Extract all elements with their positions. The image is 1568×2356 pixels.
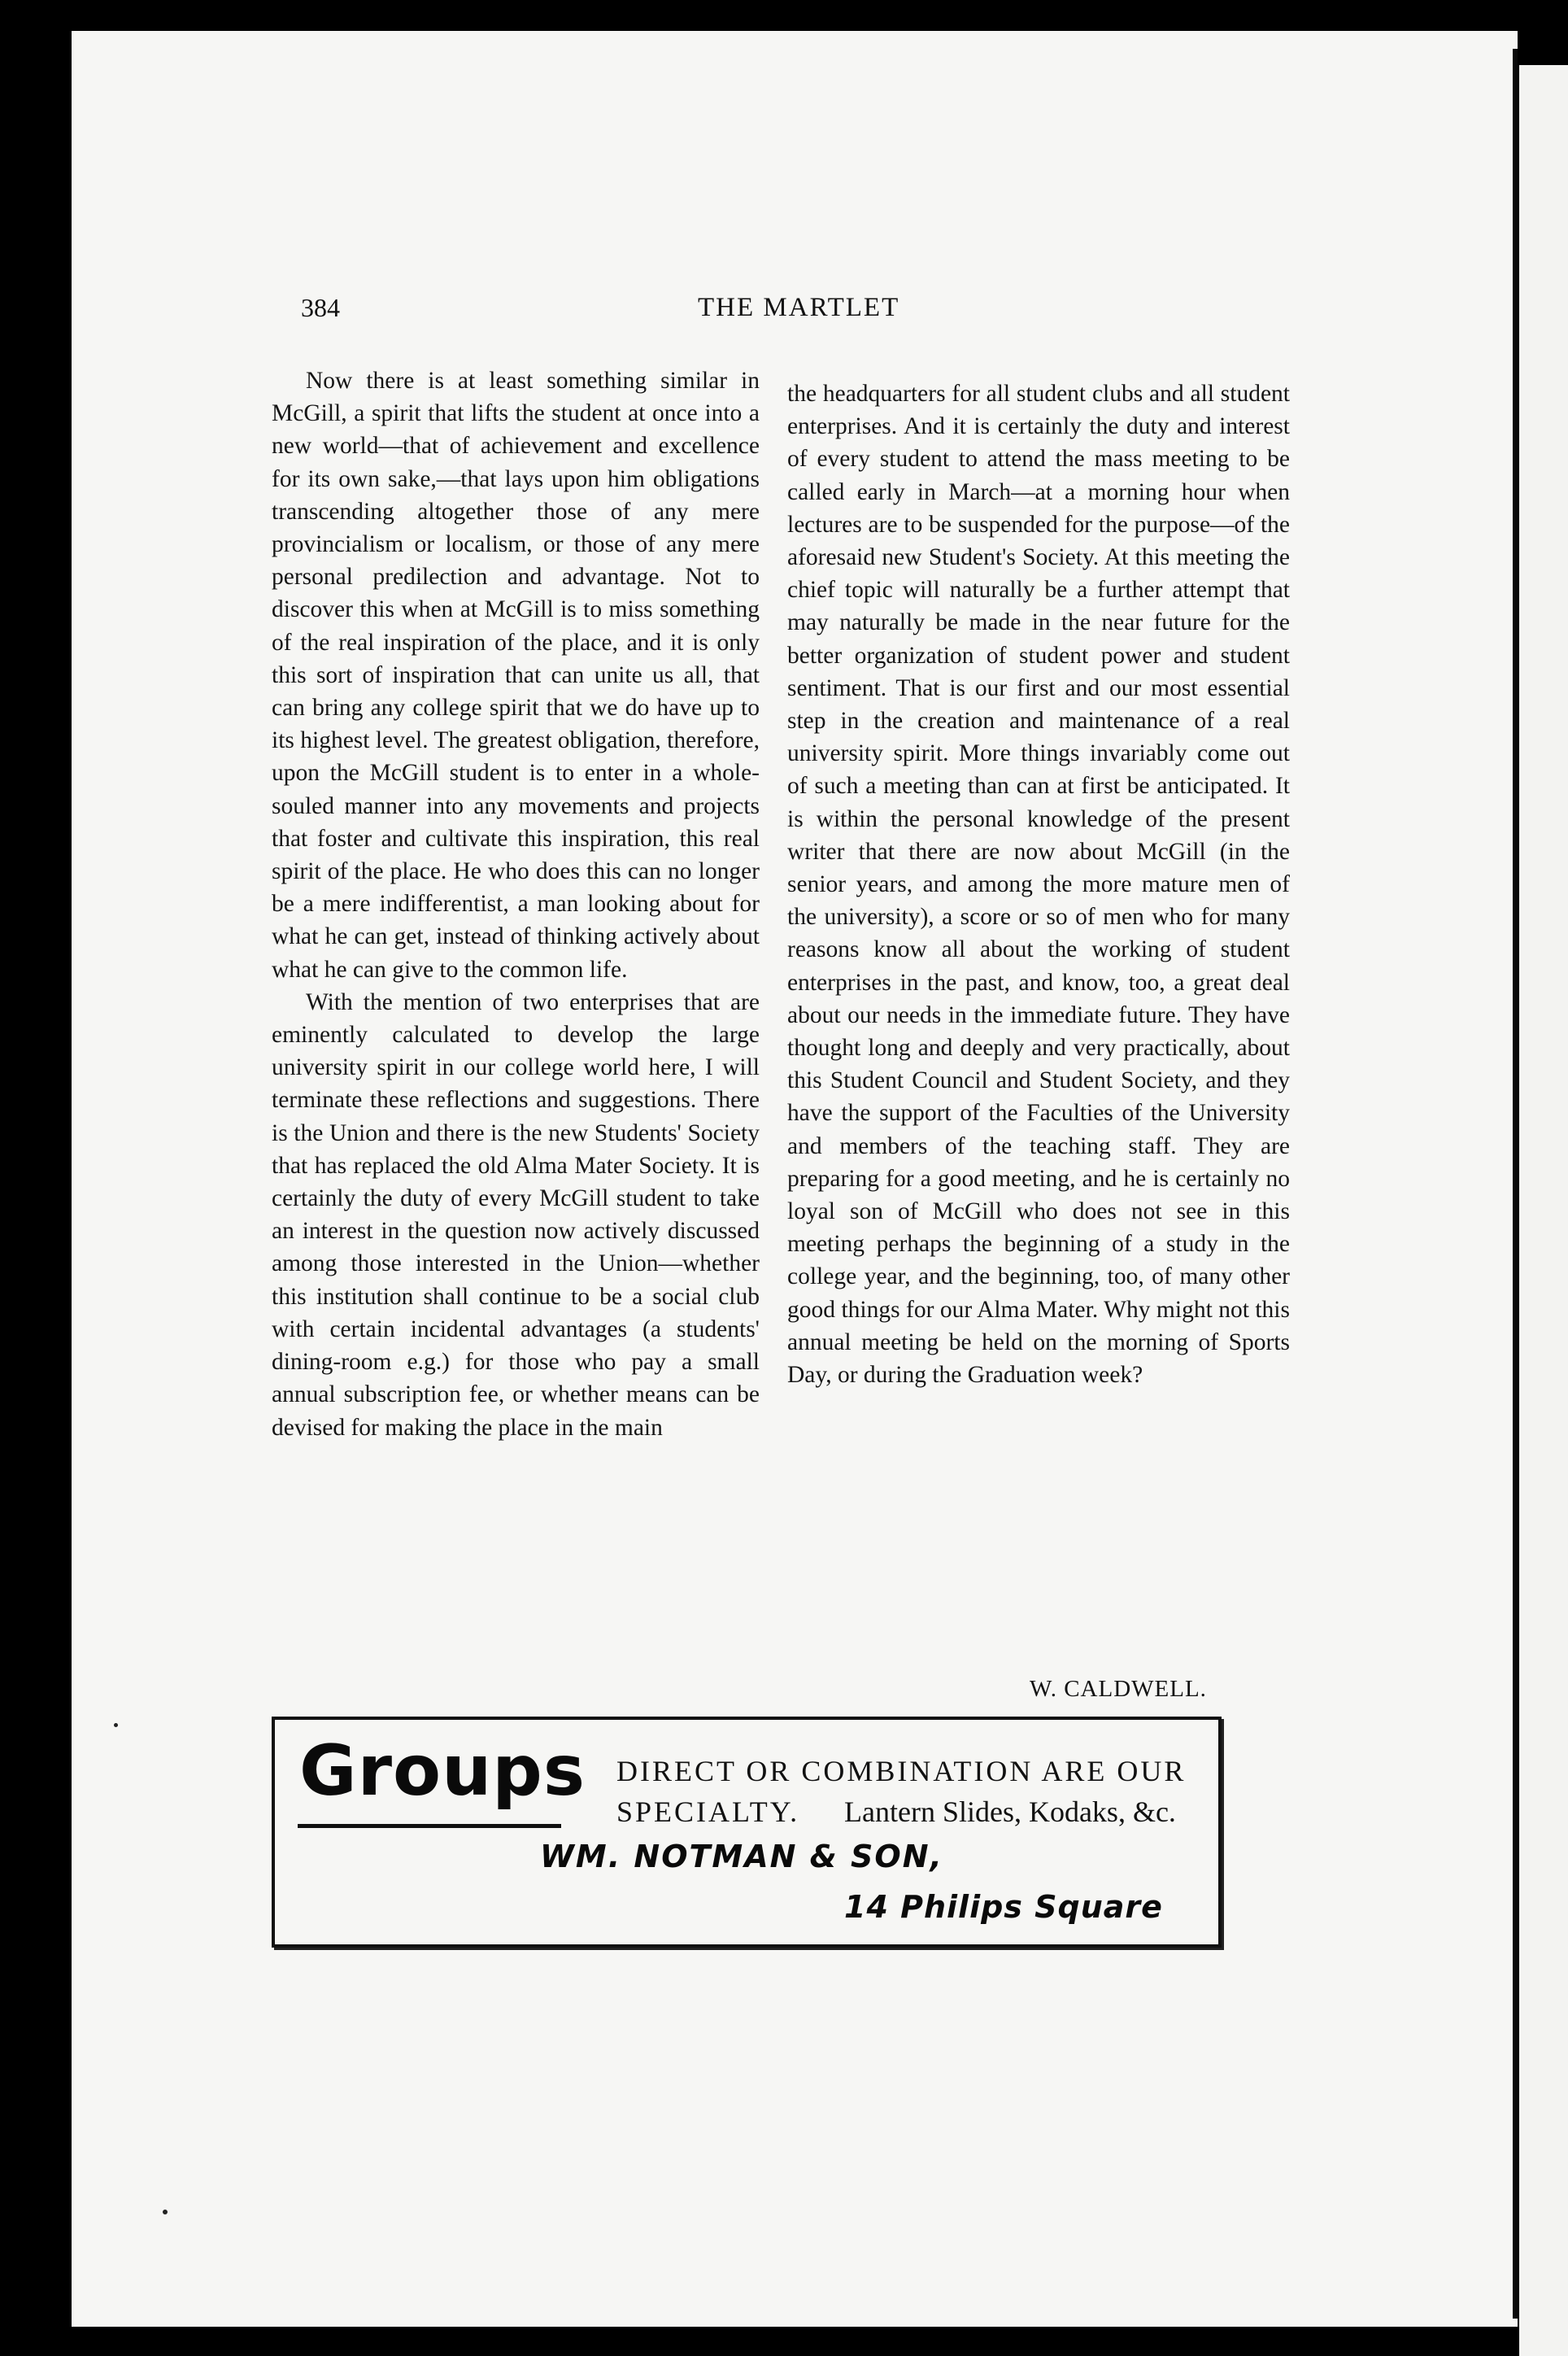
ad-products: Lantern Slides, Kodaks, &c. xyxy=(844,1795,1176,1828)
page-gutter xyxy=(1513,49,1518,2319)
article-paragraph: the headquarters for all student clubs and all student enterprises. And it is certainly the duty and interest of every student to attend the mass meeting to be called early in March—at a morning hour when lectures are to be suspended for the purpose—of the aforesaid new Student's Society. At this meeting the chief topic will naturally be a further attempt that may naturally be made in the near future for the better organization of student power and student sentiment. That is our first and our most essential step in the creation and maintenance of a real university spirit. More things invariably come out of such a meeting than can at first be anticipated. It is within the personal knowledge of the present writer that there are now about McGill (in the senior years, and among the more mature men of the university), a score or so of men who for many reasons know all about the working of student enterprises in the past, and know, too, a great deal about our needs in the immediate future. They have thought long and deeply and very practically, about this Student Council and Student Society, and they have the support of the Faculties of the University and members of the teaching staff. They are preparing for a good meeting, and he is certainly no loyal son of McGill who does not see in this meeting perhaps the beginning of a study in the college year, and the beginning, too, of many other good things for our Alma Mater. Why might not this annual meeting be held on the morning of Sports Day, or during the Graduation week? xyxy=(787,381,1290,1389)
article-right-column xyxy=(787,377,1290,1391)
running-head: THE MARTLET xyxy=(698,293,900,322)
ad-firm-name: WM. NOTMAN & SON, xyxy=(540,1839,943,1874)
page-number: 384 xyxy=(301,293,340,322)
facing-page-edge xyxy=(1519,65,1568,2356)
ad-headline: Groups xyxy=(299,1730,586,1812)
ad-specialty: SPECIALTY. xyxy=(616,1795,800,1828)
advertisement-box xyxy=(272,1717,1222,1948)
ad-tagline: DIRECT OR COMBINATION ARE OUR xyxy=(616,1755,1187,1787)
print-speck xyxy=(114,1723,118,1727)
ad-address: 14 Philips Square xyxy=(844,1889,1163,1925)
article-paragraph: Now there is at least something similar in McGill, a spirit that lifts the student at once into a new world—that of achievement and excellence for its own sake,—that lays upon him obligations transcending altogether those of any mere provincialism or localism, or those of any mere personal predilection and advantage. Not to discover this when at McGill is to miss something of the real inspiration of the place, and it is only this sort of inspiration that can unite us all, that can bring any college spirit that we do have up to its highest level. The greatest obligation, therefore, upon the McGill student is to enter in a whole-souled manner into any movements and projects that foster and cultivate this inspiration, this real spirit of the place. He who does this can no longer be a mere indifferentist, a man looking about for what he can get, instead of thinking actively about what he can give to the common life. xyxy=(272,368,760,983)
ad-headline-rule xyxy=(298,1824,561,1828)
article-left-column xyxy=(272,364,760,1444)
author-signature: W. CALDWELL. xyxy=(1030,1676,1207,1702)
print-speck xyxy=(163,2210,168,2214)
article-paragraph: With the mention of two enterprises that are eminently calculated to develop the large university spirit in our college world here, I will terminate these reflections and suggestions. There is the Union and there is the new Students' Society that has replaced the old Alma Mater Society. It is certainly the duty of every McGill student to take an interest in the question now actively discussed among those interested in the Union—whether this institution shall continue to be a social club with certain incidental advantages (a students' dining-room e.g.) for those who pay a small annual subscription fee, or whether means can be devised for making the place in the main xyxy=(272,988,760,1441)
magazine-page xyxy=(72,31,1518,2327)
